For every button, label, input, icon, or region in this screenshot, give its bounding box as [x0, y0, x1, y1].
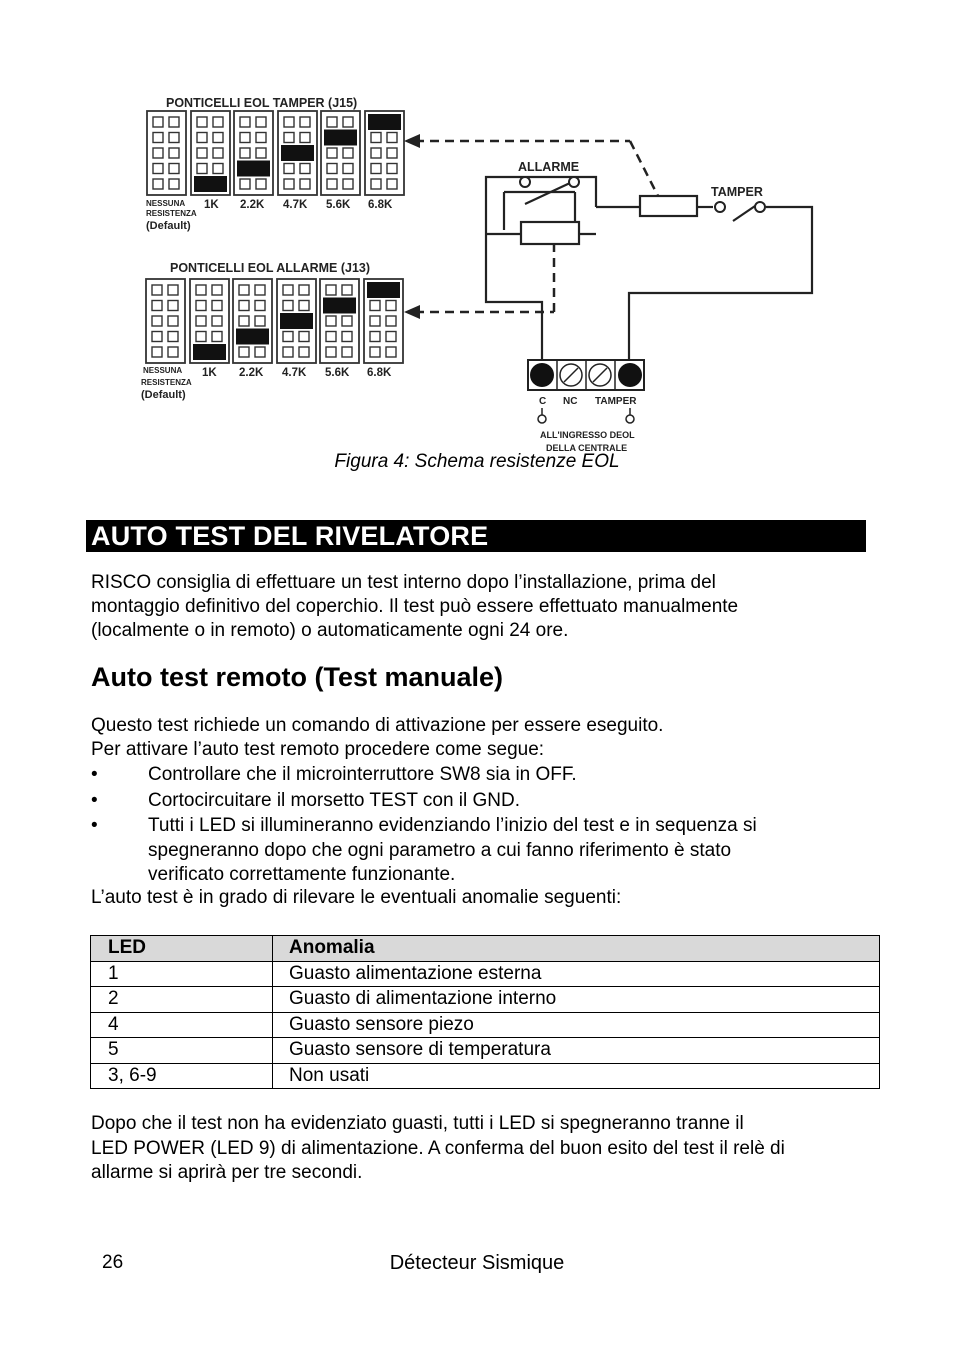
jumper-label: 6.8K [368, 199, 393, 211]
jumper-pin [153, 133, 163, 143]
jumper-header-block [364, 279, 403, 363]
contact-point [569, 177, 579, 187]
jumper-pin [169, 164, 179, 174]
body-line: Per attivare l’auto test remoto procedere come segue: [91, 739, 545, 760]
no-resistor-label: RESISTENZA [141, 378, 192, 387]
jumper-pin [169, 179, 179, 189]
jumper-pin [284, 133, 294, 143]
jumper-pin [153, 179, 163, 189]
jumper-pin [212, 332, 222, 342]
output-contact [538, 415, 546, 423]
jumper-pin [300, 117, 310, 127]
jumper-pin [386, 316, 396, 326]
jumper-pin [386, 347, 396, 357]
led-cell: 5 [91, 1038, 273, 1064]
jumper-header-block [191, 111, 230, 195]
jumper-cap [367, 282, 400, 298]
jumper-label: 1K [204, 199, 219, 211]
no-resistor-label: NESSUNA [143, 366, 183, 375]
closing-line: LED POWER (LED 9) di alimentazione. A conferma del buon esito del test il relè di [91, 1138, 785, 1159]
column-header-led: LED [91, 936, 273, 962]
tamper-resistor [640, 196, 697, 216]
jumper-header-block [277, 279, 316, 363]
jumper-pin [371, 179, 381, 189]
jumper-pin [196, 332, 206, 342]
jumper-pin [197, 164, 207, 174]
jumper-pin [240, 148, 250, 158]
led-cell: 3, 6-9 [91, 1063, 273, 1089]
jumper-pin [342, 316, 352, 326]
jumper-header-block [365, 111, 404, 195]
jumper-pin [370, 347, 380, 357]
jumper-pin [152, 347, 162, 357]
terminal-tamper-label: TAMPER [595, 396, 637, 407]
jumper-pin [299, 301, 309, 311]
jumper-label: 1K [202, 367, 217, 379]
jumper-pin [168, 285, 178, 295]
jumper-pin [169, 148, 179, 158]
closing-line: allarme si aprirà per tre secondi. [91, 1162, 363, 1183]
subheading: Auto test remoto (Test manuale) [91, 662, 504, 692]
jumper-pin [327, 117, 337, 127]
jumper-pin [239, 301, 249, 311]
jumper-label: 2.2K [240, 199, 265, 211]
jumper-pin [212, 301, 222, 311]
jumper-pin [255, 285, 265, 295]
body-line: Questo test richiede un comando di attivazione per essere eseguito. [91, 715, 664, 736]
jumper-pin [343, 179, 353, 189]
anomaly-cell: Guasto di alimentazione interno [273, 987, 880, 1013]
jumper-pin [343, 117, 353, 127]
terminal-c-label: C [539, 396, 547, 407]
jumper-label: 4.7K [282, 367, 307, 379]
default-label: (Default) [146, 220, 191, 232]
jumper-header-block [320, 279, 359, 363]
arrow-head [404, 134, 420, 148]
table-row [91, 961, 880, 987]
arrow-head [404, 305, 420, 319]
table-row [91, 1038, 880, 1064]
bullet-text: verificato correttamente funzionante. [148, 864, 456, 885]
jumper-cap [237, 161, 270, 177]
jumper-pin [283, 347, 293, 357]
jumper-pin [213, 133, 223, 143]
alarm-resistor [521, 222, 579, 244]
jumper-cap [236, 329, 269, 345]
jumper-pin [299, 285, 309, 295]
jumper-header-block [190, 279, 229, 363]
jumper-label: 4.7K [283, 199, 308, 211]
figure-caption: Figura 4: Schema resistenze EOL [334, 451, 620, 472]
jumper-pin [153, 164, 163, 174]
jumper-pin [152, 316, 162, 326]
jumper-pin [326, 332, 336, 342]
jumper-pin [299, 332, 309, 342]
intro-line: montaggio definitivo del coperchio. Il test può essere effettuato manualmente [91, 596, 739, 617]
jumper-pin [283, 285, 293, 295]
jumper-pin [371, 164, 381, 174]
jumper-pin [343, 164, 353, 174]
jumper-pin [326, 347, 336, 357]
jumper-pin [284, 179, 294, 189]
jumper-label: 2.2K [239, 367, 264, 379]
table-row [91, 987, 880, 1013]
table-header-row [91, 936, 880, 962]
section-title: AUTO TEST DEL RIVELATORE [86, 520, 866, 552]
jumper-pin [197, 117, 207, 127]
jumper-pin [213, 117, 223, 127]
input-label: DELLA CENTRALE [546, 443, 628, 453]
column-header-anomaly: Anomalia [273, 936, 880, 962]
jumper-pin [169, 117, 179, 127]
jumper-pin [299, 347, 309, 357]
contact-point [520, 177, 530, 187]
bullet-text: spegneranno dopo che ogni parametro a cui fanno riferimento è stato [148, 839, 732, 861]
jumper-pin [300, 133, 310, 143]
jumper-pin [386, 332, 396, 342]
jumper-pin [197, 148, 207, 158]
jumper-pin [256, 148, 266, 158]
table-row [91, 1012, 880, 1038]
no-resistor-label: NESSUNA [146, 199, 186, 208]
anomaly-cell: Guasto sensore di temperatura [273, 1038, 880, 1064]
bullet-dot: • [91, 790, 98, 811]
terminal-nc-label: NC [563, 396, 578, 407]
jumper-pin [386, 301, 396, 311]
wire [629, 207, 812, 360]
jumper-pin [256, 117, 266, 127]
alarm-label: ALLARME [518, 160, 580, 174]
led-cell: 2 [91, 987, 273, 1013]
input-label: ALL'INGRESSO DEOL [540, 430, 635, 440]
eol-resistor-diagram [130, 88, 830, 460]
default-label: (Default) [141, 389, 186, 401]
jumper-pin [327, 148, 337, 158]
jumper-header-block [234, 111, 273, 195]
jumper-pin [213, 164, 223, 174]
jumper-pin [370, 316, 380, 326]
closing-line: Dopo che il test non ha evidenziato guasti, tutti i LED si spegneranno tranne il [91, 1113, 744, 1134]
jumper-pin [387, 133, 397, 143]
jumper-pin [370, 301, 380, 311]
contact-point [715, 202, 725, 212]
anomaly-cell: Guasto sensore piezo [273, 1012, 880, 1038]
jumper-pin [168, 316, 178, 326]
jumper-pin [283, 332, 293, 342]
jumper-cap [324, 130, 357, 146]
jumper-pin [387, 179, 397, 189]
led-cell: 4 [91, 1012, 273, 1038]
jumper-label: 6.8K [367, 367, 392, 379]
tamper-label: TAMPER [711, 185, 763, 199]
jumper-pin [212, 316, 222, 326]
body-line: L’auto test è in grado di rilevare le eventuali anomalie seguenti: [91, 887, 622, 908]
led-anomaly-table [90, 935, 880, 1089]
jumper-pin [196, 301, 206, 311]
table-row [91, 1063, 880, 1089]
jumper-pin [213, 148, 223, 158]
jumper-pin [255, 301, 265, 311]
jumper-pin [168, 332, 178, 342]
terminal-screw-filled [530, 363, 554, 387]
jumper-pin [387, 148, 397, 158]
jumper-pin [370, 332, 380, 342]
wire [486, 234, 542, 360]
jumper-pin [197, 133, 207, 143]
bullet-dot: • [91, 815, 98, 836]
jumper-pin [327, 179, 337, 189]
tamper-dashed-link [630, 141, 658, 196]
jumper-pin [300, 179, 310, 189]
jumper-pin [326, 285, 336, 295]
jumper-pin [283, 301, 293, 311]
jumper-pin [387, 164, 397, 174]
bullet-text: Controllare che il microinterruttore SW8 sia in OFF. [148, 764, 577, 785]
jumper-cap [193, 344, 226, 360]
jumper-pin [196, 316, 206, 326]
jumper-pin [342, 347, 352, 357]
jumper-pin [371, 148, 381, 158]
jumper-header-block [321, 111, 360, 195]
bullet-text: Tutti i LED si illumineranno evidenziando l’inizio del test e in sequenza si [148, 815, 757, 836]
jumper-header-block [278, 111, 317, 195]
jumper-cap [194, 176, 227, 192]
jumper-pin [239, 285, 249, 295]
jumper-pin [168, 347, 178, 357]
jumper-cap [280, 313, 313, 329]
jumper-pin [284, 117, 294, 127]
jumper-pin [152, 332, 162, 342]
jumper-cap [368, 114, 401, 130]
anomaly-cell: Non usati [273, 1063, 880, 1089]
jumper-label: 5.6K [326, 199, 351, 211]
no-resistor-label: RESISTENZA [146, 209, 197, 218]
jumper-pin [300, 164, 310, 174]
intro-line: (localmente o in remoto) o automaticamente ogni 24 ore. [91, 620, 569, 641]
jumper-pin [169, 133, 179, 143]
anomaly-cell: Guasto alimentazione esterna [273, 961, 880, 987]
alarm-jumpers-title: PONTICELLI EOL ALLARME (J13) [170, 261, 371, 275]
bullet-dot: • [91, 764, 98, 785]
contact-point [755, 202, 765, 212]
jumper-pin [168, 301, 178, 311]
jumper-pin [256, 179, 266, 189]
tamper-jumper-group [147, 111, 404, 195]
jumper-pin [342, 285, 352, 295]
led-cell: 1 [91, 961, 273, 987]
page-number: 26 [102, 1252, 124, 1273]
jumper-pin [255, 316, 265, 326]
jumper-pin [153, 117, 163, 127]
footer-title: Détecteur Sismique [389, 1252, 565, 1274]
jumper-pin [240, 179, 250, 189]
jumper-pin [343, 148, 353, 158]
jumper-pin [240, 117, 250, 127]
jumper-pin [196, 285, 206, 295]
tamper-jumpers-title: PONTICELLI EOL TAMPER (J15) [166, 96, 358, 110]
jumper-cap [281, 145, 314, 161]
jumper-header-block [233, 279, 272, 363]
jumper-cap [323, 298, 356, 314]
jumper-header-block [147, 111, 186, 195]
jumper-header-block [146, 279, 185, 363]
terminal-screw-filled [618, 363, 642, 387]
jumper-pin [342, 332, 352, 342]
jumper-pin [239, 316, 249, 326]
alarm-jumper-group [146, 279, 403, 363]
jumper-label: 5.6K [325, 367, 350, 379]
jumper-pin [212, 285, 222, 295]
intro-line: RISCO consiglia di effettuare un test interno dopo l’installazione, prima del [91, 572, 716, 593]
jumper-pin [326, 316, 336, 326]
jumper-pin [153, 148, 163, 158]
jumper-pin [152, 301, 162, 311]
jumper-pin [240, 133, 250, 143]
bullet-text: Cortocircuitare il morsetto TEST con il GND. [148, 790, 521, 811]
jumper-pin [239, 347, 249, 357]
alarm-switch-blade [525, 183, 570, 204]
jumper-pin [327, 164, 337, 174]
output-contact [626, 415, 634, 423]
jumper-pin [256, 133, 266, 143]
jumper-pin [152, 285, 162, 295]
jumper-pin [371, 133, 381, 143]
jumper-pin [284, 164, 294, 174]
jumper-pin [255, 347, 265, 357]
